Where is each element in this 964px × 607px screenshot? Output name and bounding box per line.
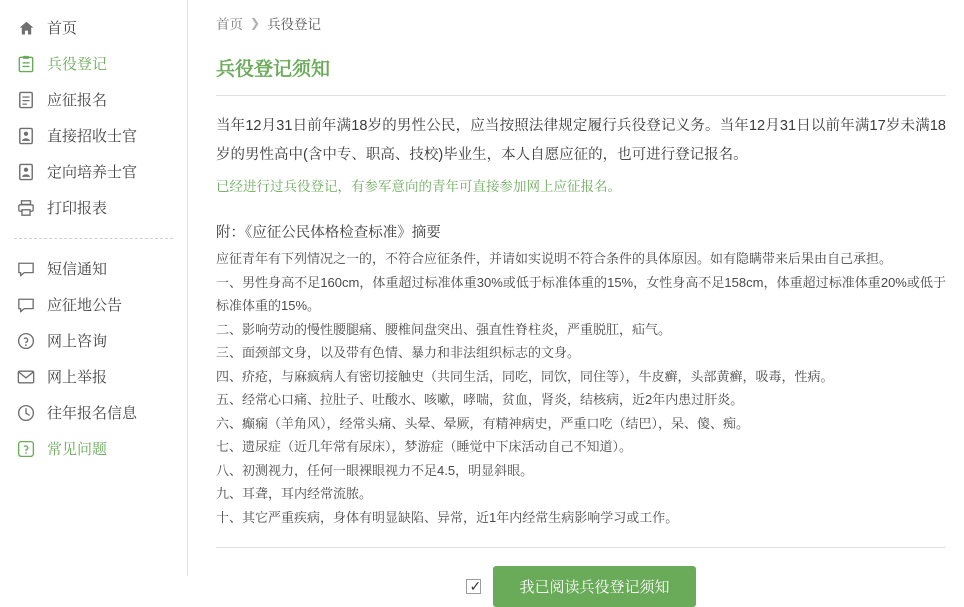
notice-green-paragraph: 已经进行过兵役登记，有参军意向的青年可直接参加网上应征报名。 [216, 179, 621, 194]
sidebar-divider [14, 238, 173, 239]
help-icon [16, 439, 36, 459]
sidebar-item-local-announcement[interactable] [0, 287, 187, 323]
badge-icon [16, 162, 36, 182]
attachment-intro: 应征青年有下列情况之一的，不符合应征条件，并请如实说明不符合条件的具体原因。如有隐瞒带来后果由自己承担。 [216, 251, 893, 266]
list-item: 十、其它严重疾病，身体有明显缺陷、异常，近1年内经常生病影响学习或工作。 [216, 509, 679, 525]
message-icon [16, 295, 36, 315]
clock-icon [16, 403, 36, 423]
list-item: 二、影响劳动的慢性腰腿痛、腰椎间盘突出、强直性脊柱炎，严重脱肛，疝气。 [216, 321, 672, 337]
sidebar-item-military-registration[interactable] [0, 46, 187, 82]
message-icon [16, 259, 36, 279]
sidebar-item-label: 兵役登记 [47, 55, 108, 73]
list-item: 一、男性身高不足160cm，体重超过标准体重30%或低于标准体重的15%，女性身高不足158cm，体重超过标准体重20%或低于标准体重的15%。 [216, 274, 946, 313]
page-title: 兵役登记须知 [216, 46, 946, 96]
sidebar-item-targeted-ncos[interactable] [0, 154, 187, 190]
envelope-icon [16, 367, 36, 387]
sidebar-item-label: 应征报名 [47, 91, 108, 109]
check-icon: ✓ [469, 578, 482, 594]
sidebar-item-online-report[interactable] [0, 359, 187, 395]
printer-icon [16, 198, 36, 218]
agree-checkbox[interactable] [466, 579, 481, 594]
sidebar-item-label: 应征地公告 [47, 296, 123, 314]
breadcrumb-current: 兵役登记 [267, 17, 322, 32]
sidebar-item-label: 常见问题 [47, 440, 108, 458]
sidebar-item-print-forms[interactable] [0, 190, 187, 226]
attachment-title: 附：《应征公民体格检查标准》摘要 [216, 225, 441, 241]
badge-icon [16, 126, 36, 146]
notice-body [216, 96, 946, 607]
main-content [188, 0, 964, 596]
question-circle-icon [16, 331, 36, 351]
sidebar-item-label: 网上咨询 [47, 332, 108, 350]
breadcrumb-home[interactable]: 首页 [216, 17, 243, 32]
sidebar-item-past-signup-info[interactable] [0, 395, 187, 431]
sidebar-item-online-consult[interactable] [0, 323, 187, 359]
sidebar-item-direct-ncos[interactable] [0, 118, 187, 154]
sidebar-item-label: 首页 [47, 19, 78, 37]
breadcrumb [216, 0, 946, 46]
document-icon [16, 90, 36, 110]
sidebar-item-label: 网上举报 [47, 368, 108, 386]
attachment-list [216, 247, 946, 529]
sidebar-item-label: 打印报表 [47, 199, 108, 217]
confirm-read-notice-button[interactable]: 我已阅读兵役登记须知 [493, 566, 695, 607]
sidebar-group-secondary [0, 251, 187, 467]
chevron-right-icon: ❯ [250, 16, 261, 30]
clipboard-icon [16, 54, 36, 74]
notice-main-paragraph: 当年12月31日前年满18岁的男性公民，应当按照法律规定履行兵役登记义务。当年12月31日以前年满17岁未满18岁的男性高中(含中专、职高、技校)毕业生，本人自愿应征的，也可进行登记报名。 [216, 118, 946, 163]
sidebar-item-home[interactable] [0, 10, 187, 46]
list-item: 七、遗尿症（近几年常有尿床），梦游症（睡觉中下床活动自己不知道）。 [216, 439, 633, 454]
sidebar-item-sms-notice[interactable] [0, 251, 187, 287]
sidebar-item-label: 定向培养士官 [47, 163, 138, 181]
home-icon [16, 18, 36, 38]
sidebar-item-label: 直接招收士官 [47, 127, 138, 145]
sidebar-group-primary [0, 10, 187, 226]
sidebar [0, 0, 188, 576]
list-item: 八、初测视力，任何一眼裸眼视力不足4.5，明显斜眼。 [216, 462, 534, 478]
list-item: 四、疥疮，与麻疯病人有密切接触史（共同生活，同吃，同饮，同住等），牛皮癣，头部黄癣，吸毒，性病。 [216, 368, 834, 384]
sidebar-item-enlistment-signup[interactable] [0, 82, 187, 118]
list-item: 五、经常心口痛、拉肚子、吐酸水、咳嗽，哮喘，贫血，肾炎，结核病，近2年内患过肝炎。 [216, 392, 744, 407]
sidebar-item-faq[interactable] [0, 431, 187, 467]
list-item: 三、面颈部文身，以及带有色情、暴力和非法组织标志的文身。 [216, 345, 581, 360]
action-row [216, 548, 946, 607]
list-item: 九、耳聋，耳内经常流脓。 [216, 486, 373, 501]
list-item: 六、癫痫（羊角风），经常头痛、头晕、晕厥，有精神病史，严重口吃（结巴），呆、傻、痴。 [216, 415, 750, 431]
sidebar-item-label: 往年报名信息 [47, 404, 138, 422]
sidebar-item-label: 短信通知 [47, 260, 108, 278]
